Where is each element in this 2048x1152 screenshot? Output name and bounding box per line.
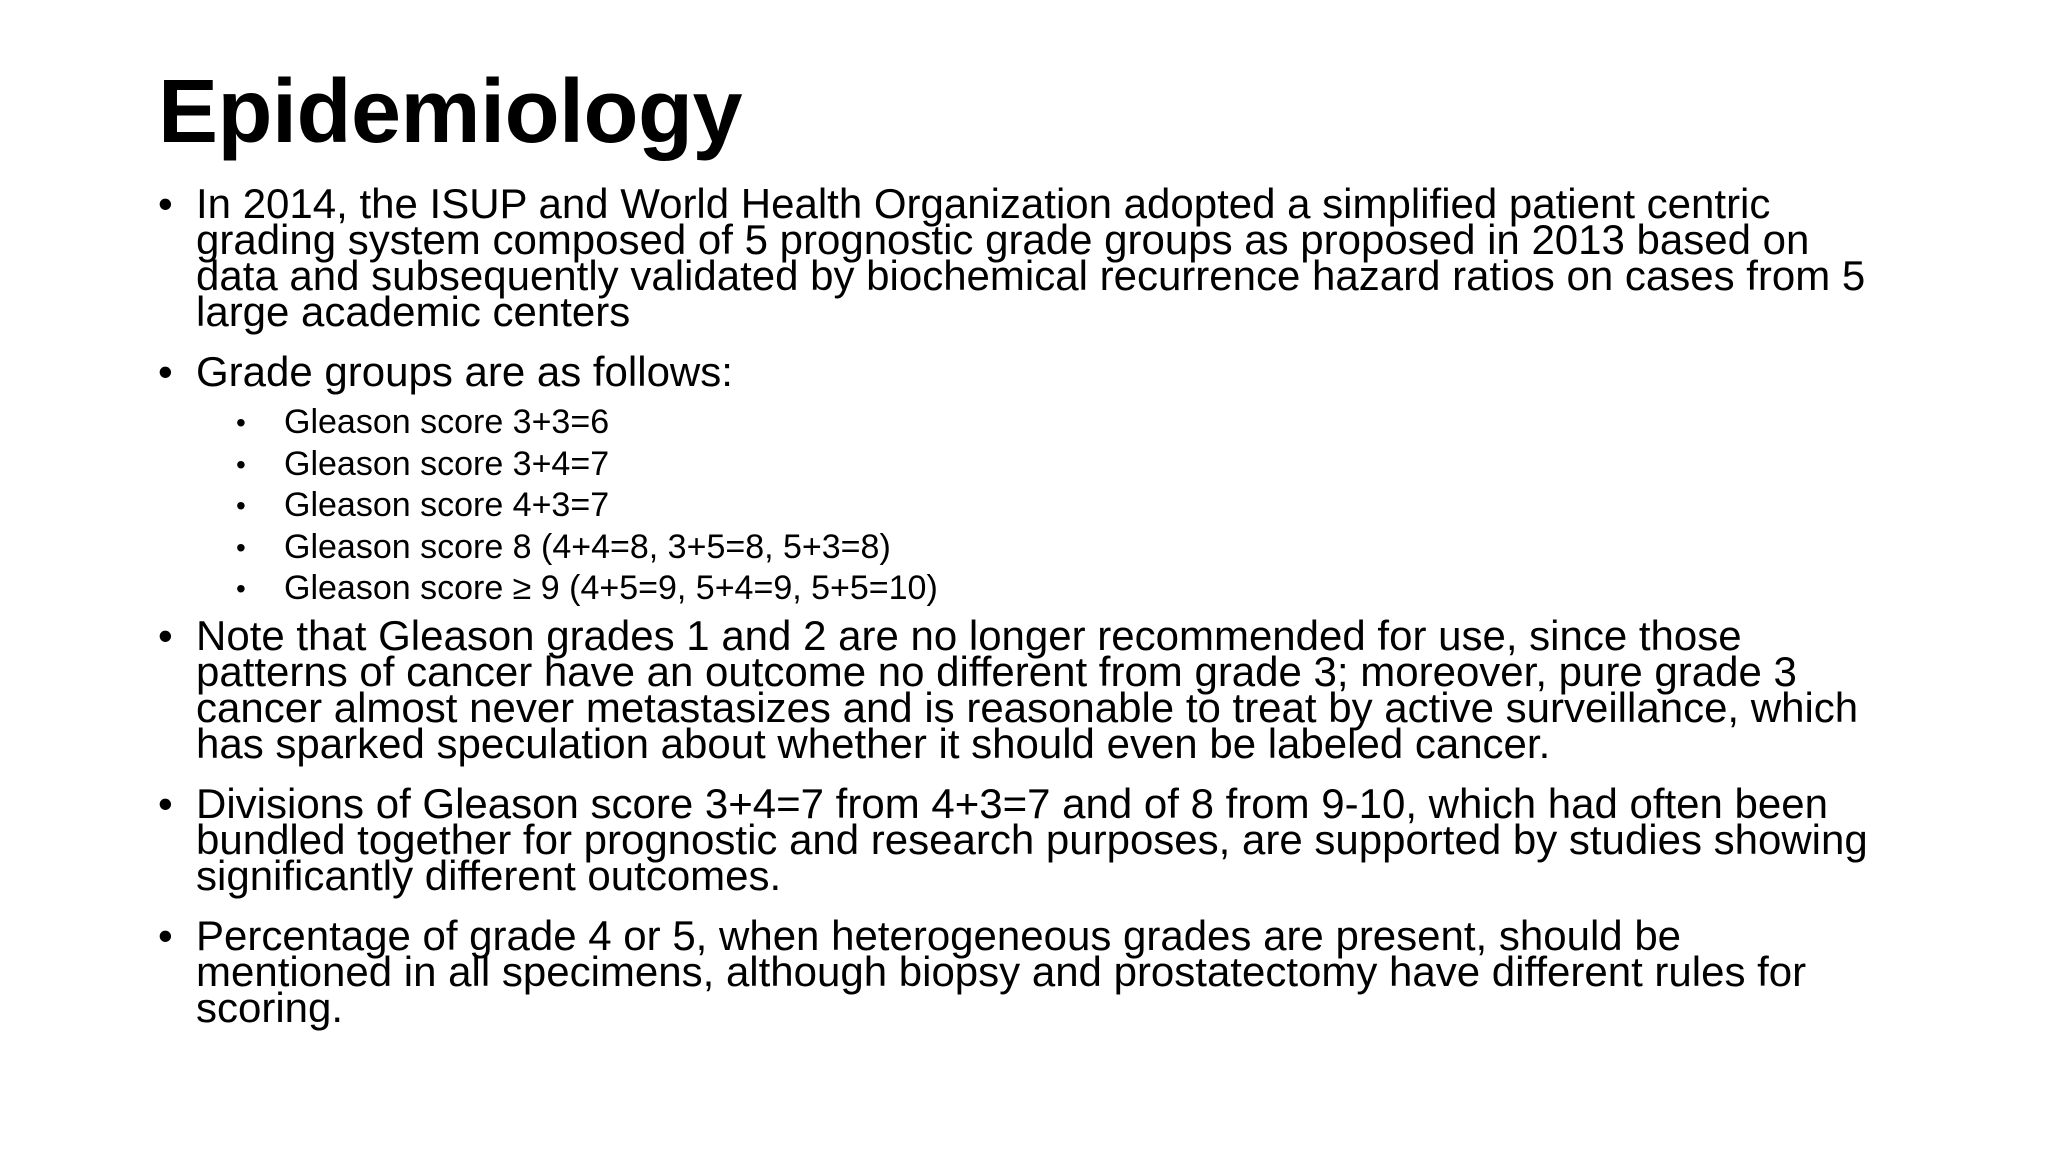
sub-bullet-text: Gleason score 3+3=6 <box>284 403 610 441</box>
bullet-text-line: significantly different outcomes. <box>196 851 782 899</box>
sub-bullet-marker: • <box>236 573 246 604</box>
bullet-marker: • <box>158 779 173 827</box>
sub-bullet-marker: • <box>236 531 246 563</box>
bullet-text-line: has sparked speculation about whether it should even be labeled cancer. <box>196 719 1551 767</box>
bullet-text-line: large academic centers <box>196 288 631 335</box>
sub-bullet-item <box>236 402 1918 444</box>
bullet-text-line: grading system composed of 5 prognostic grade groups as proposed in 2013 based on <box>196 216 1810 263</box>
bullet-text-line: Percentage of grade 4 or 5, when heterogeneous grades are present, should be <box>196 911 1682 959</box>
sub-bullet-text: Gleason score 8 (4+4=8, 3+5=8, 5+3=8) <box>284 527 891 566</box>
bullet-text-line: mentioned in all specimens, although biopsy and prostatectomy have different rules for <box>196 947 1807 995</box>
bullet-marker: • <box>158 180 173 227</box>
slide-title: Epidemiology <box>158 62 743 162</box>
bullet-marker: • <box>158 611 173 659</box>
sub-bullet-marker: • <box>236 407 246 438</box>
bullet-text-line: patterns of cancer have an outcome no different from grade 3; moreover, pure grade 3 <box>196 647 1797 695</box>
sub-bullet-list <box>158 402 1918 610</box>
slide-body <box>158 180 1918 1050</box>
bullet-marker: • <box>158 348 173 395</box>
sub-bullet-marker: • <box>236 448 246 480</box>
bullet-marker: • <box>158 911 173 959</box>
sub-bullet-item <box>236 444 1918 486</box>
bullet-text-line: bundled together for prognostic and research purposes, are supported by studies showing <box>196 815 1868 863</box>
bullet-text-line: In 2014, the ISUP and World Health Organization adopted a simplified patient centric <box>196 180 1771 227</box>
bullet-text-line: Divisions of Gleason score 3+4=7 from 4+3=7 and of 8 from 9-10, which had often been <box>196 779 1828 827</box>
bullet-item <box>158 348 1918 395</box>
bullet-item <box>158 779 1918 899</box>
bullet-text-line: scoring. <box>196 983 344 1031</box>
sub-bullet-item <box>236 485 1918 527</box>
bullet-text-line: Note that Gleason grades 1 and 2 are no longer recommended for use, since those <box>196 611 1742 659</box>
bullet-text-line: data and subsequently validated by biochemical recurrence hazard ratios on cases from 5 <box>196 252 1866 299</box>
sub-bullet-item <box>236 568 1918 610</box>
sub-bullet-item <box>236 527 1918 569</box>
bullet-text-line: Grade groups are as follows: <box>196 348 733 395</box>
bullet-item <box>158 180 1918 335</box>
bullet-item <box>158 911 1918 1031</box>
sub-bullet-text: Gleason score 4+3=7 <box>284 486 610 524</box>
bullet-text-line: cancer almost never metastasizes and is reasonable to treat by active surveillance, which <box>196 683 1859 731</box>
sub-bullet-text: Gleason score 3+4=7 <box>284 444 610 483</box>
sub-bullet-marker: • <box>236 490 246 521</box>
sub-bullet-text: Gleason score ≥ 9 (4+5=9, 5+4=9, 5+5=10) <box>284 569 938 607</box>
bullet-item <box>158 611 1918 767</box>
